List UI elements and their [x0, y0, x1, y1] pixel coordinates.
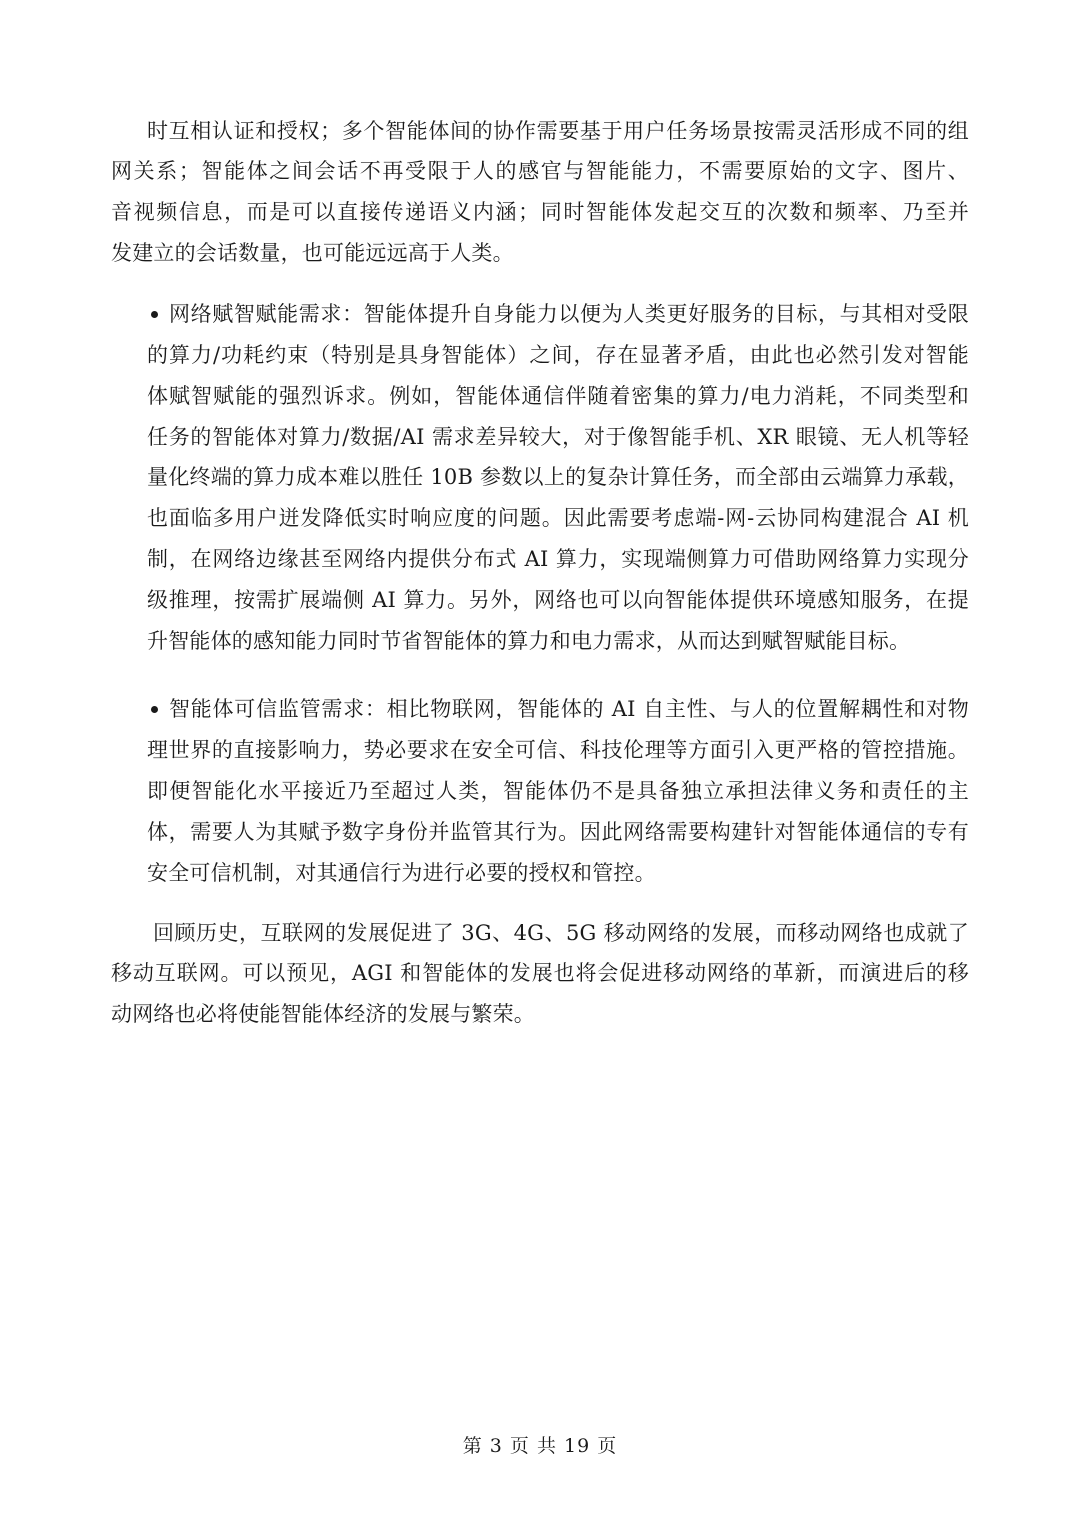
text-line: 任务的智能体对算力/数据/AI 需求差异较大，对于像智能手机、XR 眼镜、无人机等轻: [147, 425, 969, 449]
text-line: 级推理，按需扩展端侧 AI 算力。另外，网络也可以向智能体提供环境感知服务，在提: [147, 588, 969, 612]
text-line: 量化终端的算力成本难以胜任 10B 参数以上的复杂计算任务，而全部由云端算力承载，: [147, 465, 969, 489]
page-number: 第 3 页 共 19 页: [462, 1435, 618, 1457]
text-line: 网络赋智赋能需求：智能体提升自身能力以便为人类更好服务的目标，与其相对受限: [169, 302, 969, 326]
bullet-icon: [151, 311, 158, 318]
text-line: 的算力/功耗约束（特别是具身智能体）之间，存在显著矛盾，由此也必然引发对智能: [147, 343, 969, 367]
text-line: 移动互联网。可以预见，AGI 和智能体的发展也将会促进移动网络的革新，而演进后的移: [111, 961, 969, 985]
text-line: 制，在网络边缘甚至网络内提供分布式 AI 算力，实现端侧算力可借助网络算力实现分: [147, 547, 969, 571]
text-line: 发建立的会话数量，也可能远远高于人类。: [111, 241, 514, 265]
text-line: 音视频信息，而是可以直接传递语义内涵；同时智能体发起交互的次数和频率、乃至并: [111, 200, 969, 224]
text-line: 也面临多用户迸发降低实时响应度的问题。因此需要考虑端-网-云协同构建混合 AI 机: [147, 506, 969, 530]
text-line: 安全可信机制，对其通信行为进行必要的授权和管控。: [147, 861, 656, 885]
text-line: 理世界的直接影响力，势必要求在安全可信、科技伦理等方面引入更严格的管控措施。: [147, 738, 969, 762]
text-line: 网关系；智能体之间会话不再受限于人的感官与智能能力，不需要原始的文字、图片、: [111, 159, 969, 183]
text-line: 智能体可信监管需求：相比物联网，智能体的 AI 自主性、与人的位置解耦性和对物: [169, 697, 969, 721]
text-line: 回顾历史，互联网的发展促进了 3G、4G、5G 移动网络的发展，而移动网络也成就了: [153, 921, 969, 945]
text-line: 体赋智赋能的强烈诉求。例如，智能体通信伴随着密集的算力/电力消耗，不同类型和: [147, 384, 969, 408]
bullet-icon: [151, 706, 158, 713]
text-line: 升智能体的感知能力同时节省智能体的算力和电力需求，从而达到赋智赋能目标。: [147, 629, 911, 653]
text-line: 体，需要人为其赋予数字身份并监管其行为。因此网络需要构建针对智能体通信的专有: [147, 820, 969, 844]
text-line: 时互相认证和授权；多个智能体间的协作需要基于用户任务场景按需灵活形成不同的组: [147, 119, 969, 143]
text-line: 动网络也必将使能智能体经济的发展与繁荣。: [111, 1002, 535, 1026]
text-line: 即便智能化水平接近乃至超过人类，智能体仍不是具备独立承担法律义务和责任的主: [147, 779, 969, 803]
